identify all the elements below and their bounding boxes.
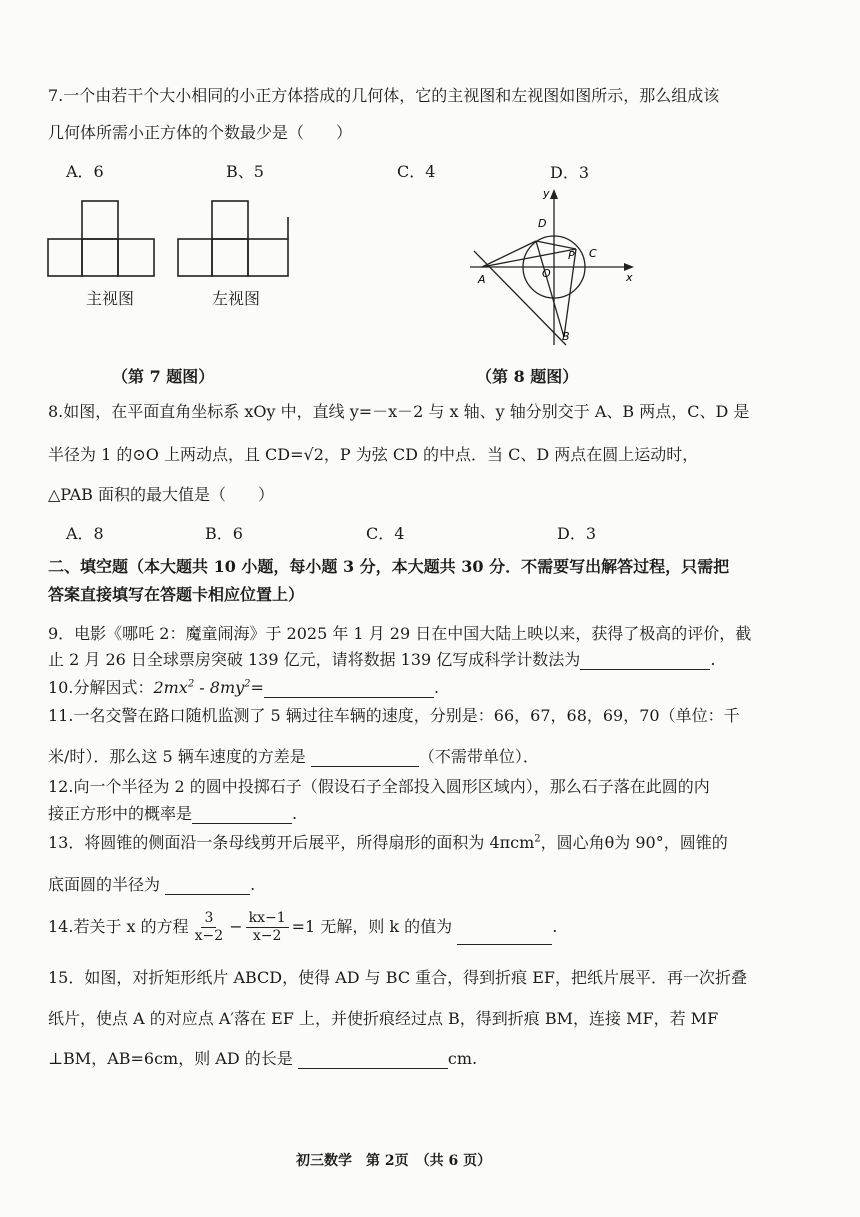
fig7-caption: （第 7 题图） bbox=[112, 367, 215, 386]
q9-line2 bbox=[48, 647, 715, 670]
q11-answer-blank[interactable] bbox=[311, 748, 419, 767]
fig8-label-d: D bbox=[538, 217, 547, 230]
section2-heading-line2: 答案直接填写在答题卡相应位置上） bbox=[48, 585, 305, 604]
fig8-label-c: C bbox=[589, 247, 597, 260]
q7-figure bbox=[40, 195, 310, 295]
q14-prefix: 14.若关于 x 的方程 bbox=[48, 917, 189, 936]
q12-end: . bbox=[292, 804, 298, 823]
q7-line1: 7.一个由若干个大小相同的小正方体搭成的几何体，它的主视图和左视图如图所示，那么组成该 bbox=[48, 86, 720, 105]
q10-expr-a: 2mx bbox=[153, 678, 188, 697]
q14-line bbox=[48, 910, 557, 945]
q14-fraction-2 bbox=[246, 910, 289, 945]
segment-pb bbox=[564, 249, 576, 337]
q10-answer-blank[interactable] bbox=[264, 679, 434, 698]
q8-line2-b: ，P 为弦 CD 的中点．当 C、D 两点在圆上运动时， bbox=[323, 445, 699, 464]
q13-end: . bbox=[250, 875, 256, 894]
section2-heading-line1: 二、填空题（本大题共 10 小题，每小题 3 分，本大题共 30 分．不需要写出解答过程，只需把 bbox=[48, 557, 730, 576]
segment-ap bbox=[482, 249, 576, 267]
front-view-label: 主视图 bbox=[86, 289, 135, 308]
q9-line2-text: 止 2 月 26 日全球票房突破 139 亿元，请将数据 139 亿写成科学计数法为 bbox=[48, 650, 581, 669]
q8-figure bbox=[470, 185, 650, 355]
q10-prefix: 10.分解因式： bbox=[48, 678, 154, 697]
q13-line2-text: 底面圆的半径为 bbox=[48, 875, 166, 894]
fig8-label-b: B bbox=[562, 330, 570, 343]
q11-line2 bbox=[48, 744, 539, 767]
q13-line1 bbox=[48, 830, 728, 853]
fig8-label-o: O bbox=[542, 267, 551, 280]
fig8-label-p: P bbox=[568, 249, 575, 262]
q15-answer-blank[interactable] bbox=[298, 1050, 448, 1069]
q11-line2-a: 米/时）．那么这 5 辆车速度的方差是 bbox=[48, 747, 311, 766]
left-view-label: 左视图 bbox=[212, 289, 261, 308]
q7-line2: 几何体所需小正方体的个数最少是（ ） bbox=[48, 123, 353, 142]
q9-answer-blank[interactable] bbox=[580, 651, 710, 670]
q10-line bbox=[48, 675, 439, 698]
q13-line1-b: ，圆心角θ为 90°，圆锥的 bbox=[540, 833, 728, 852]
q13-sup: 2 bbox=[534, 833, 541, 845]
q14-end: . bbox=[552, 917, 558, 936]
left-view-shape bbox=[178, 201, 288, 276]
chord-dc bbox=[536, 241, 576, 249]
q14-fraction-1 bbox=[192, 910, 227, 945]
segment-ad bbox=[482, 241, 536, 267]
q9-line1: 9．电影《哪吒 2：魔童闹海》于 2025 年 1 月 29 日在中国大陆上映以来，获得了极高的评价，截 bbox=[48, 624, 752, 643]
q8-line1: 8.如图，在平面直角坐标系 xOy 中，直线 y=－x－2 与 x 轴、y 轴分别交于 A、B 两点，C、D 是 bbox=[48, 402, 750, 421]
q8-option-d: D．3 bbox=[557, 524, 597, 543]
q11-line1: 11.一名交警在路口随机监测了 5 辆过往车辆的速度，分别是：66，67，68，69，70（单位：千 bbox=[48, 706, 740, 725]
x-axis-arrow bbox=[624, 263, 634, 271]
fig8-label-y: y bbox=[543, 187, 550, 200]
q14-f2-num: kx−1 bbox=[246, 910, 289, 928]
q12-answer-blank[interactable] bbox=[192, 805, 292, 824]
q15-line1: 15．如图，对折矩形纸片 ABCD，使得 AD 与 BC 重合，得到折痕 EF，把纸片展平．再一次折叠 bbox=[48, 968, 748, 987]
q13-answer-blank[interactable] bbox=[165, 876, 250, 895]
q15-line3-a: ⊥BM，AB=6cm，则 AD 的长是 bbox=[48, 1049, 298, 1068]
q15-line2: 纸片，使点 A 的对应点 A′落在 EF 上，并使折痕经过点 B，得到折痕 BM，连接 MF，若 MF bbox=[48, 1009, 719, 1028]
fig8-label-x: x bbox=[626, 271, 633, 284]
q10-exp2: 2 bbox=[244, 678, 251, 690]
q14-suffix: =1 无解，则 k 的值为 bbox=[291, 917, 458, 936]
q8-option-c: C．4 bbox=[366, 524, 405, 543]
q14-f2-den: x−2 bbox=[252, 928, 282, 944]
q14-f1-den: x−2 bbox=[194, 928, 224, 944]
q14-answer-blank[interactable] bbox=[457, 926, 552, 945]
q8-line3: △PAB 面积的最大值是（ ） bbox=[48, 485, 275, 504]
y-axis-arrow bbox=[550, 189, 558, 199]
q8-sqrt: √2 bbox=[303, 445, 324, 464]
q8-line2-a: 半径为 1 的⊙O 上两动点，且 CD= bbox=[48, 445, 304, 464]
q10-exp1: 2 bbox=[187, 678, 195, 690]
fig8-caption: （第 8 题图） bbox=[476, 367, 579, 386]
q13-line2 bbox=[48, 872, 255, 895]
q9-end: . bbox=[710, 650, 716, 669]
q15-line3-b: cm. bbox=[447, 1049, 478, 1068]
q15-line3 bbox=[48, 1046, 477, 1069]
q7-option-b: B、5 bbox=[226, 162, 264, 181]
q14-f1-num: 3 bbox=[201, 910, 216, 928]
q10-expr-b: - 8my bbox=[194, 678, 245, 697]
q12-line2 bbox=[48, 801, 297, 824]
fig8-label-a: A bbox=[478, 273, 486, 286]
q7-option-d: D．3 bbox=[550, 163, 590, 182]
q14-minus: − bbox=[229, 917, 243, 936]
q10-end: . bbox=[433, 678, 440, 697]
q8-option-a: A．8 bbox=[66, 524, 104, 543]
page-footer: 初三数学 第 2页 （共 6 页） bbox=[296, 1153, 492, 1169]
q12-line1: 12.向一个半径为 2 的圆中投掷石子（假设石子全部投入圆形区域内），那么石子落在此圆的内 bbox=[48, 777, 710, 796]
q8-line2 bbox=[48, 442, 698, 465]
q7-option-a: A．6 bbox=[66, 162, 104, 181]
q7-option-c: C．4 bbox=[397, 162, 436, 181]
front-view-shape bbox=[48, 201, 154, 276]
q11-line2-b: （不需带单位）． bbox=[418, 747, 539, 766]
segment-db bbox=[536, 241, 564, 337]
q8-option-b: B．6 bbox=[205, 524, 243, 543]
q13-line1-a: 13．将圆锥的侧面沿一条母线剪开后展平，所得扇形的面积为 4πcm bbox=[48, 833, 535, 852]
q12-line2-text: 接正方形中的概率是 bbox=[48, 804, 193, 823]
q10-expr-c: = bbox=[250, 678, 264, 697]
